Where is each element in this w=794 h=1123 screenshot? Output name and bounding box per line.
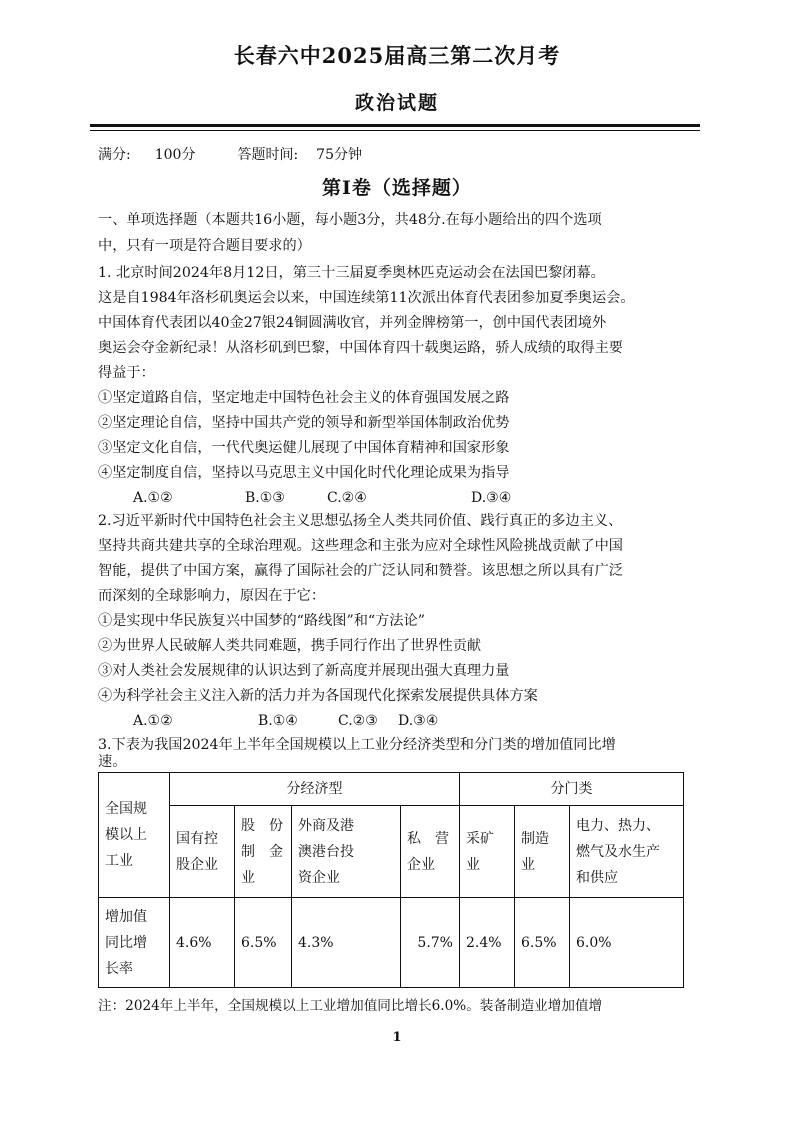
table-column-header: 国有控 股企业 <box>170 806 235 898</box>
table-column-header: 采矿 业 <box>460 806 515 898</box>
q2-item: ①是实现中华民族复兴中国梦的“路线图”和“方法论” <box>98 613 425 629</box>
score-label: 满分: <box>98 147 131 163</box>
q2-item: ③对人类社会发展规律的认识达到了新高度并展现出强大真理力量 <box>98 663 510 679</box>
time-value: 75分钟 <box>316 147 362 163</box>
part1-heading-line2: 中，只有一项是符合题目要求的） <box>98 238 311 254</box>
score-value: 100分 <box>154 147 196 163</box>
q1-item: ②坚定理论自信，坚持中国共产党的领导和新型举国体制政治优势 <box>98 415 510 431</box>
q1-item: ④坚定制度自信，坚持以马克思主义中国化时代化理论成果为指导 <box>98 465 510 481</box>
table-column-header: 私 营 企业 <box>401 806 460 898</box>
table-value-cell: 5.7% <box>401 898 460 988</box>
q2-stem-line: 而深刻的全球影响力，原因在于它： <box>98 588 326 604</box>
table-column-header: 外商及港 澳港台投 资企业 <box>292 806 401 898</box>
exam-meta <box>98 144 362 164</box>
q3-stem-line: 3.下表为我国2024年上半年全国规模以上工业分经济类型和分门类的增加值同比增 <box>98 737 616 753</box>
exam-subject: 政治试题 <box>354 92 439 114</box>
q2-option-a: A.①② <box>133 713 173 729</box>
q1-option-c: C.②④ <box>327 490 367 506</box>
part1-heading-line1: 一、单项选择题（本题共16小题，每小题3分，共48分.在每小题给出的四个选项 <box>98 212 602 228</box>
q3-table-note: 注：2024年上半年，全国规模以上工业增加值同比增长6.0%。装备制造业增加值增 <box>98 998 603 1014</box>
q1-option-a: A.①② <box>133 490 173 506</box>
table-row-label: 增加值 同比增 长率 <box>99 898 170 988</box>
table-value-cell: 6.5% <box>235 898 292 988</box>
q2-stem-line: 智能，提供了中国方案，赢得了国际社会的广泛认同和赞誉。该思想之所以具有广泛 <box>98 563 623 579</box>
q1-stem-line: 中国体育代表团以40金27银24铜圆满收官，并列金牌榜第一，创中国代表团境外 <box>98 315 607 331</box>
q2-item: ②为世界人民破解人类共同难题，携手同行作出了世界性贡献 <box>98 638 482 654</box>
q2-stem-line: 2.习近平新时代中国特色社会主义思想弘扬全人类共同价值、践行真正的多边主义、 <box>98 513 623 529</box>
q1-stem-line: 得益于： <box>98 365 155 381</box>
q2-item: ④为科学社会主义注入新的活力并为各国现代化探索发展提供具体方案 <box>98 688 538 704</box>
q1-stem-line: 这是自1984年洛杉矶奥运会以来，中国连续第11次派出体育代表团参加夏季奥运会。 <box>98 290 635 306</box>
q1-option-b: B.①③ <box>245 490 285 506</box>
table-column-header: 制造 业 <box>515 806 570 898</box>
table-corner-cell: 全国规 模以上 工业 <box>99 773 170 898</box>
q2-option-b: B.①④ <box>258 713 298 729</box>
q3-stem-line: 速。 <box>98 754 127 770</box>
table-group-header: 分经济型 <box>170 773 460 806</box>
table-value-cell: 4.3% <box>292 898 401 988</box>
table-value-cell: 4.6% <box>170 898 235 988</box>
time-label: 答题时间: <box>237 147 299 163</box>
q1-item: ①坚定道路自信，坚定地走中国特色社会主义的体育强国发展之路 <box>98 390 510 406</box>
table-column-header: 电力、热力、 燃气及水生产 和供应 <box>570 806 684 898</box>
q2-stem-line: 坚持共商共建共享的全球治理观。这些理念和主张为应对全球性风险挑战贡献了中国 <box>98 538 623 554</box>
section-title: 第Ⅰ卷（选择题） <box>322 177 472 199</box>
table-value-cell: 2.4% <box>460 898 515 988</box>
q1-item: ③坚定文化自信，一代代奥运健儿展现了中国体育精神和国家形象 <box>98 440 510 456</box>
q1-stem-line: 1. 北京时间2024年8月12日，第三十三届夏季奥林匹克运动会在法国巴黎闭幕。 <box>98 265 605 281</box>
q2-option-d: D.③④ <box>398 713 439 729</box>
page-number: 1 <box>392 1030 402 1045</box>
q2-option-c: C.②③ <box>338 713 378 729</box>
table-value-cell: 6.0% <box>570 898 684 988</box>
header-rule-thick <box>90 124 700 127</box>
q3-data-table <box>98 772 684 988</box>
q1-option-d: D.③④ <box>471 490 512 506</box>
header-rule-thin <box>90 130 700 131</box>
table-value-cell: 6.5% <box>515 898 570 988</box>
table-group-header: 分门类 <box>460 773 684 806</box>
exam-title: 长春六中2025届高三第二次月考 <box>233 43 561 68</box>
q1-stem-line: 奥运会夺金新纪录！从洛杉矶到巴黎，中国体育四十载奥运路，骄人成绩的取得主要 <box>98 340 623 356</box>
table-column-header: 股 份 制 金 业 <box>235 806 292 898</box>
